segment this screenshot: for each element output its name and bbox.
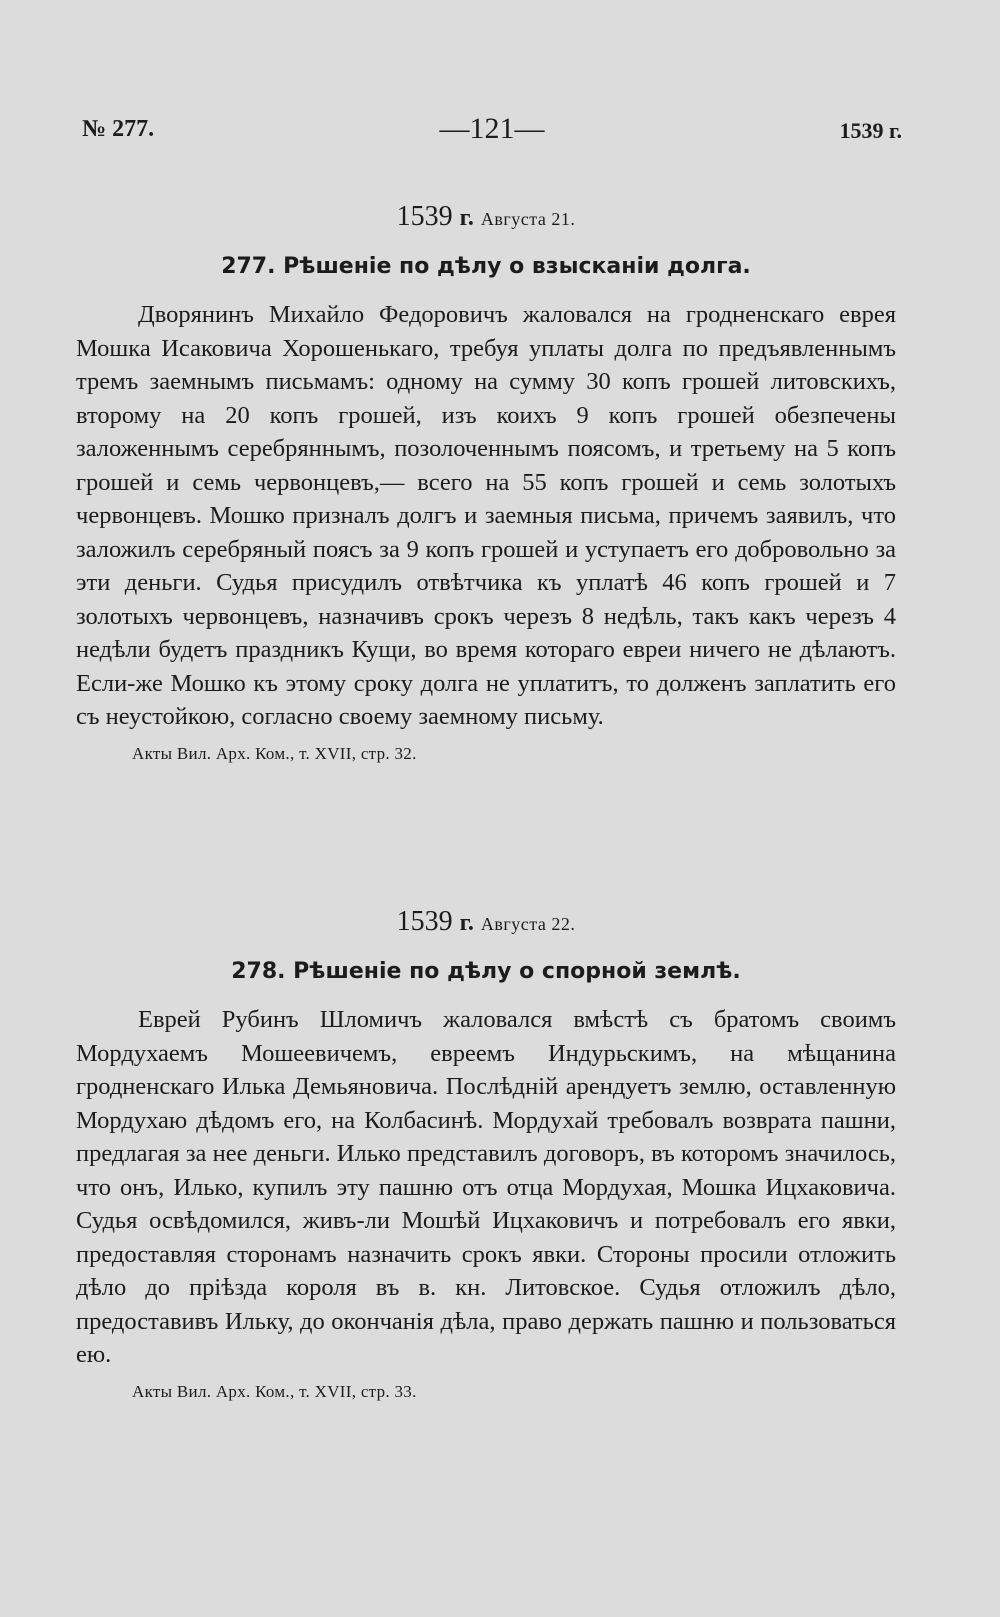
document-date [76,905,896,941]
document-text: Еврей Рубинъ Шломичъ жаловался вмѣстѣ съ братомъ своимъ Мордухаемъ Мошеевичемъ, евреемъ Индурьскимъ, на мѣщанина гродненскаго Илька Демьяновича. Послѣдній арендуетъ землю, оставленную Мордухаю дѣдомъ его, на Колбасинѣ. Мордухай требовалъ возврата пашни, предлагая за нее деньги. Илько представилъ договоръ, въ которомъ значилось, что онъ, Илько, купилъ эту пашню отъ отца Мордухая, Мошка Ицхаковича. Судья освѣдомился, живъ-ли Мошѣй Ицхаковичъ и потребовалъ его явки, предоставляя сторонамъ назначить срокъ явки. Стороны просили отложить дѣло до пріѣзда короля въ в. кн. Литовское. Судья отложилъ дѣло, предоставивъ Ильку, до окончанія дѣла, право держать пашню и пользоваться ею. [76,1006,896,1368]
document-source: Акты Вил. Арх. Ком., т. XVII, стр. 32. [132,743,417,763]
header-year: 1539 г. [839,118,902,143]
date-day: Августа 21. [480,209,576,229]
document-text: Дворянинъ Михайло Федоровичъ жаловался на гродненскаго еврея Мошка Исаковича Хорошенькаго, требуя уплаты долга по предъявленнымъ тремъ заемнымъ письмамъ: одному на сумму 30 копъ грошей литовскихъ, второму на 20 копъ грошей, изъ коихъ 9 копъ грошей обезпечены заложеннымъ серебряннымъ, позолоченнымъ поясомъ, и третьему на 5 копъ грошей и семь червонцевъ,— всего на 55 копъ грошей и семь золотыхъ червонцевъ. Мошко призналъ долгъ и заемныя письма, причемъ заявилъ, что заложилъ серебряный поясъ за 9 копъ грошей и уступаетъ его добровольно за эти деньги. Судья присудилъ отвѣтчика къ уплатѣ 46 копъ грошей и 7 золотыхъ червонцевъ, назначивъ срокъ черезъ 8 недѣль, такъ какъ черезъ 4 недѣли будетъ праздникъ Кущи, во время котораго евреи ничего не дѣлаютъ. Если-же Мошко къ этому сроку долга не уплатитъ, то долженъ заплатить его съ неустойкою, согласно своему заемному письму. [76,301,896,730]
document-title: 277. Рѣшеніе по дѣлу о взысканіи долга. [221,254,751,279]
date-year: 1539 [396,201,453,232]
document-277 [76,200,896,766]
page-number: —121— [439,112,545,145]
document-title: 278. Рѣшеніе по дѣлу о спорной землѣ. [231,959,741,984]
date-day: Августа 22. [480,914,576,934]
date-year: 1539 [396,906,453,937]
date-g: г. [459,205,474,231]
document-date [76,200,896,236]
date-g: г. [459,910,474,936]
document-278 [76,905,896,1404]
document-number: № 277. [82,116,155,142]
document-source: Акты Вил. Арх. Ком., т. XVII, стр. 33. [132,1381,417,1401]
running-head [82,112,902,152]
